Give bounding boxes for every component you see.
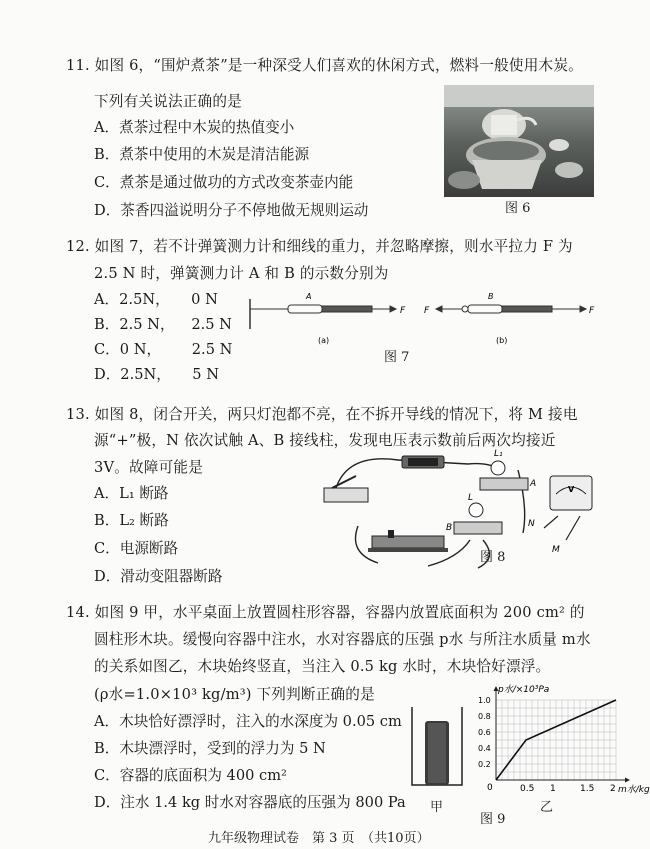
switch-icon [324,476,368,502]
q11-stem: 11. 如图 6，“围炉煮茶”是一种深受人们喜欢的休闲方式，燃料一般使用木炭。 [66,57,583,74]
voltmeter-v-label: V [568,485,575,494]
bulb-l1-icon [480,461,528,490]
circuit-figure [318,448,608,578]
scale-a-label: A [306,292,312,301]
spring-scale-b [436,305,586,313]
force-f-label-b-left: F [424,306,430,316]
y-tick-label: 0.8 [478,712,491,721]
figure-6-label: 图 6 [505,201,531,216]
q11-stem-cont: 下列有关说法正确的是 [94,93,242,110]
q12-option-b: B．2.5 N， 2.5 N [94,316,232,333]
tea-stove-photo [444,85,594,197]
q14-option-d: D．注水 1.4 kg 时水对容器底的压强为 800 Pa [94,794,406,811]
battery-icon [402,456,444,468]
container-figure [408,705,466,789]
q14-stem-cont2: 的关系如图乙，木块始终竖直，当注入 0.5 kg 水时，木块恰好漂浮。 [94,658,551,675]
x-tick-label: 1.5 [580,784,595,794]
q13-option-c: C．电源断路 [94,540,179,557]
subfig-b-label: (b) [496,336,508,345]
l2-label: L [468,493,474,503]
q14-option-b: B．木块漂浮时，受到的浮力为 5 N [94,740,326,757]
q11-option-a: A．煮茶过程中木炭的热值变小 [94,119,295,136]
q14-stem-cont: 圆柱形木块。缓慢向容器中注水，水对容器底的压强 p水 与所注水质量 m水 [94,631,591,648]
spring-scale-a [250,299,396,329]
probe-n-label: N [528,519,535,529]
terminal-b-label: B [446,523,453,533]
origin-label: 0 [487,783,493,793]
scale-b-label: B [488,292,494,301]
q13-option-b: B．L₂ 断路 [94,512,169,529]
label-yi: 乙 [540,800,554,815]
spring-scale-figure [248,287,598,347]
figure-9-label: 图 9 [480,812,506,827]
q13-stem-cont2: 3V。故障可能是 [94,459,203,476]
y-tick-label: 0.2 [478,760,491,769]
y-tick-label: 0.6 [478,728,491,737]
y-tick-label: 0.4 [478,744,491,753]
q11-option-c: C．煮茶是通过做功的方式改变茶壶内能 [94,174,354,191]
q13-stem-cont: 源“+”极，N 依次试触 A、B 接线柱，发现电压表示数前后两次均接近 [94,432,556,449]
q14-option-a: A．木块恰好漂浮时，注入的水深度为 0.05 cm [94,713,402,730]
subfig-a-label: (a) [318,336,330,345]
terminal-a-label: A [530,479,537,489]
l1-label: L₁ [494,449,503,459]
x-tick-label: 2 [610,784,616,794]
force-f-label-a: F [400,306,406,316]
x-tick-label: 0.5 [520,784,535,794]
q13-option-d: D．滑动变阻器断路 [94,568,223,585]
q14-stem: 14. 如图 9 甲，水平桌面上放置圆柱形容器，容器内放置底面积为 200 cm² 的 [66,604,585,621]
x-axis-label: m水/kg [618,785,650,795]
q13-option-a: A．L₁ 断路 [94,485,169,502]
q14-stem-cont3: (ρ水=1.0×10³ kg/m³) 下列判断正确的是 [94,686,375,703]
rheostat-icon [368,530,448,552]
q12-stem-cont: 2.5 N 时，弹簧测力计 A 和 B 的示数分别为 [94,265,389,282]
q12-stem: 12. 如图 7，若不计弹簧测力计和细线的重力，并忽略摩擦，则水平拉力 F 为 [66,238,573,255]
q14-option-c: C．容器的底面积为 400 cm² [94,767,287,784]
x-axis-arrow [625,778,630,783]
x-tick-label: 1 [550,784,556,794]
probe-m-label: M [552,545,560,555]
force-f-label-b-right: F [589,306,595,316]
figure-7-label: 图 7 [384,350,410,365]
pressure-mass-chart [468,680,650,805]
y-tick-label: 1.0 [478,696,491,705]
figure-8-label: 图 8 [480,550,506,565]
q11-option-b: B．煮茶中使用的木炭是清洁能源 [94,146,310,163]
page-footer: 九年级物理试卷 第 3 页 （共10页） [208,831,430,846]
label-jia: 甲 [430,800,444,815]
bulb-l2-icon [454,503,502,534]
q13-stem: 13. 如图 8，闭合开关，两只灯泡都不亮，在不拆开导线的情况下，将 M 接电 [66,406,578,423]
q12-option-d: D．2.5N， 5 N [94,366,219,383]
q11-option-d: D．茶香四溢说明分子不停地做无规则运动 [94,202,369,219]
q12-option-a: A．2.5N， 0 N [94,291,218,308]
y-axis-label: p水/×10³Pa [498,685,550,695]
q12-option-c: C．0 N， 2.5 N [94,341,233,358]
